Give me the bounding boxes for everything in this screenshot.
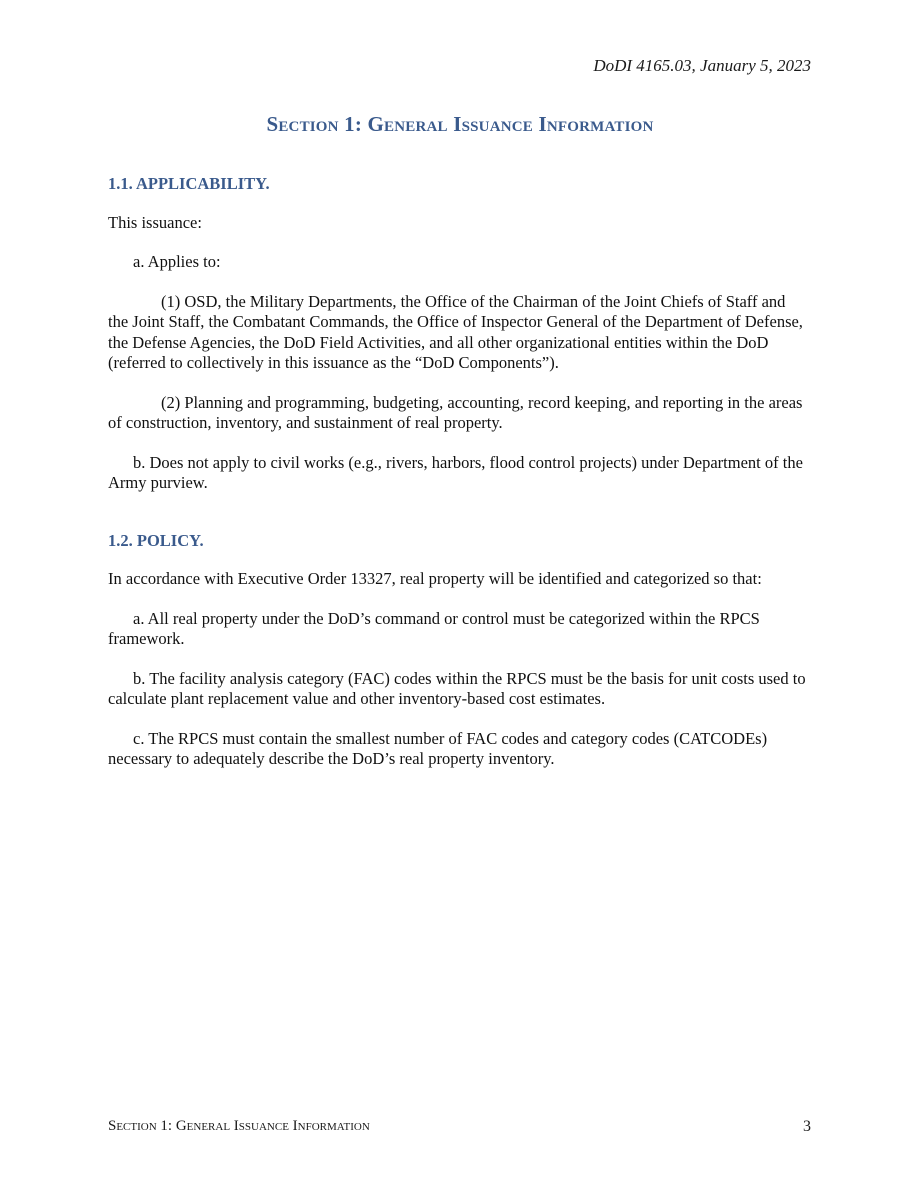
policy-item-a: a. All real property under the DoD’s command or control must be categorized within the RPCS framework. [108,608,760,648]
applicability-item-a1: (1) OSD, the Military Departments, the Office of the Chairman of the Joint Chiefs of Staff and the Joint Staff, the Combatant Commands, the Office of Inspector General of the Department of Defense, the Defense Agencies, the DoD Field Activities, and all other organizational entities within the DoD (referred to collectively in this issuance as the “DoD Components”). [108,291,803,372]
heading-applicability: 1.1. APPLICABILITY. [108,174,270,193]
policy-intro: In accordance with Executive Order 13327, real property will be identified and categorized so that: [108,569,762,588]
page-number: 3 [803,1118,811,1135]
footer-section-label: Section 1: General Issuance Information [108,1118,370,1134]
body-text [108,174,808,789]
policy-item-b: b. The facility analysis category (FAC) codes within the RPCS must be the basis for unit costs used to calculate plant replacement value and other inventory-based cost estimates. [108,668,806,708]
applicability-item-a: a. Applies to: [133,252,221,271]
section-title: Section 1: General Issuance Information [266,112,654,136]
heading-policy: 1.2. POLICY. [108,530,204,550]
applicability-item-b: b. Does not apply to civil works (e.g., rivers, harbors, flood control projects) under Department of the Army purview. [108,452,803,492]
applicability-item-a2: (2) Planning and programming, budgeting, accounting, record keeping, and reporting in the areas of construction, inventory, and sustainment of real property. [108,392,803,432]
running-head: DoDI 4165.03, January 5, 2023 [593,56,811,75]
policy-item-c: c. The RPCS must contain the smallest number of FAC codes and category codes (CATCODEs) necessary to adequately describe the DoD’s real property inventory. [108,728,768,768]
applicability-intro: This issuance: [108,212,202,232]
